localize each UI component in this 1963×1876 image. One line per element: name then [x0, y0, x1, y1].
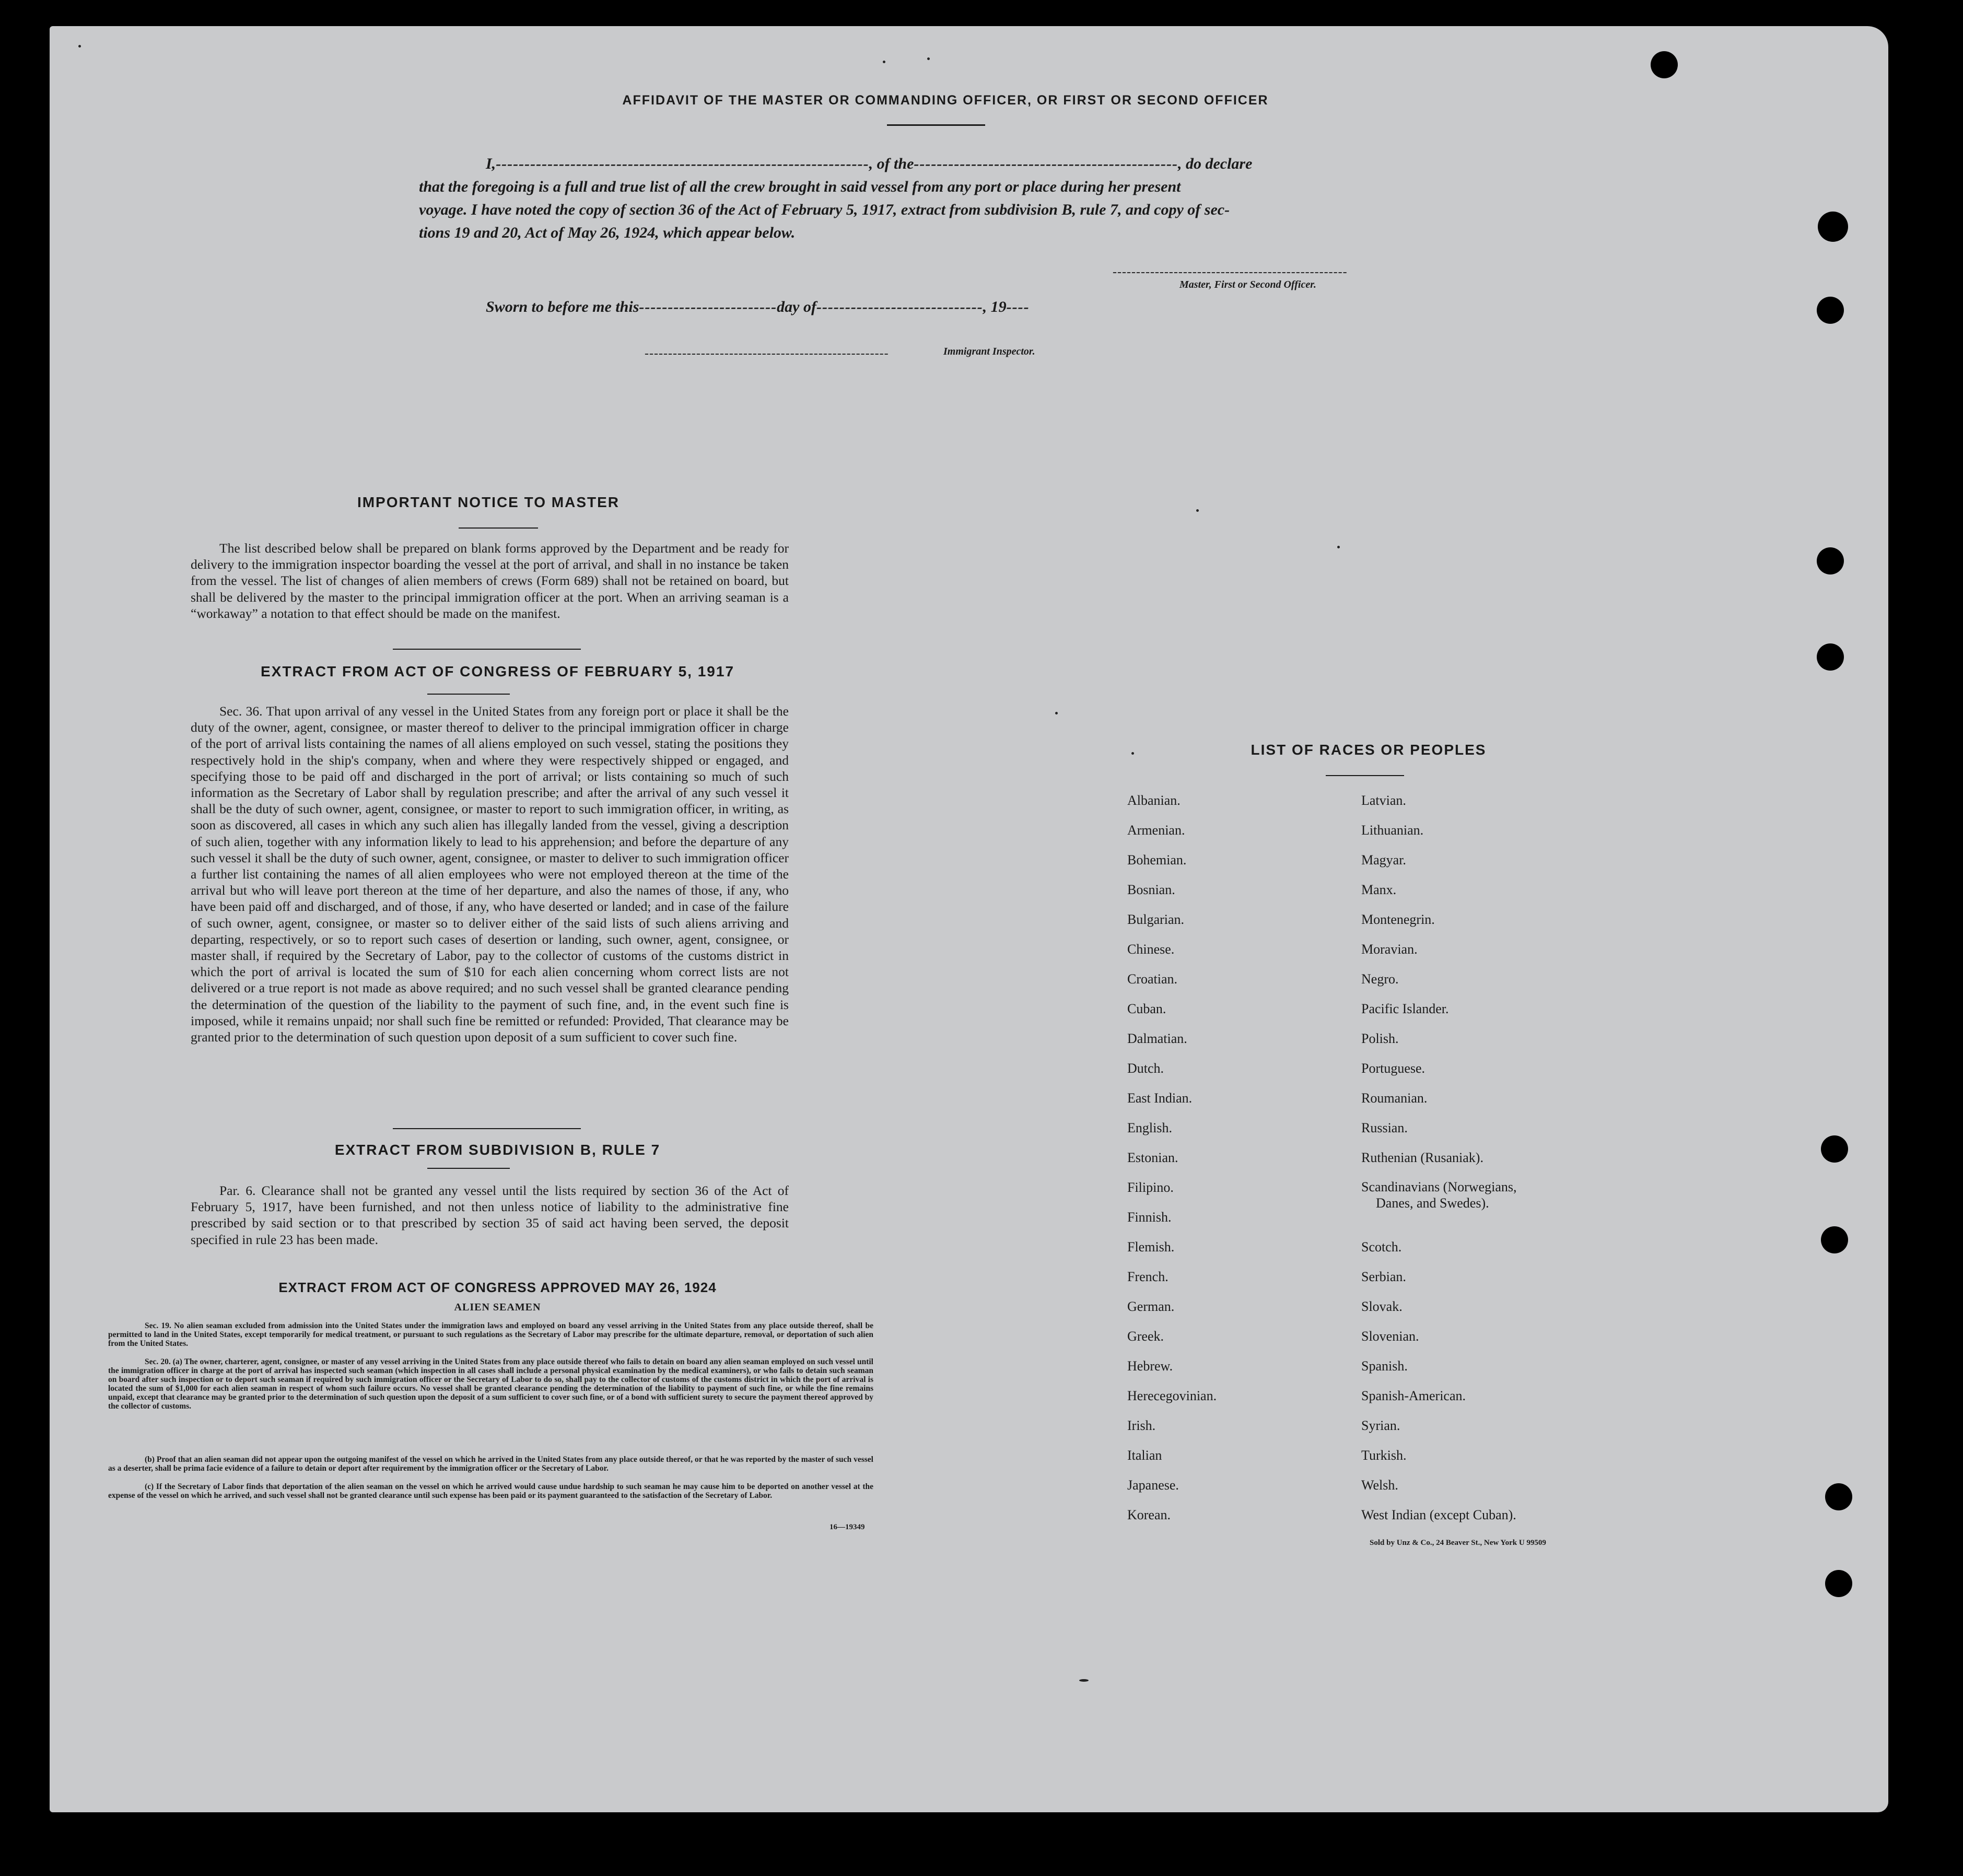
race-item: Dalmatian.	[1127, 1031, 1187, 1046]
race-item: Japanese.	[1127, 1478, 1179, 1493]
race-item: Chinese.	[1127, 942, 1175, 957]
sec20a-text: Sec. 20. (a) The owner, charterer, agent, consignee, or master of any vessel arriving in the United States from any place outside thereof who fails to detain on board any alien seaman employed on such vessel until the immigration officer in charge at the port of arrival has inspected such seaman (which inspection in all cases shall include a personal physical examination by the medical examiners), or who fails to detain such seaman on board after such inspection or to deport such seaman if required by such immigration officer or the Secretary of Labor to do so, shall pay to the collector of customs of the customs district in which the port of arrival is located the sum of $1,000 for each alien seaman in respect of whom such failure occurs. No vessel shall be granted clearance pending the determination of the liability to payment of such fine, or while the fine remains unpaid, except that clearance may be granted prior to the determination of such question upon the deposit of a sum sufficient to cover such fine, or of a bond with sufficient surety to secure the payment thereof approved by the collector of customs.	[108, 1357, 873, 1411]
master-signature-blank[interactable]: --------------------------------------------------	[1113, 265, 1348, 279]
form-number: 16—19349	[829, 1523, 865, 1531]
punch-hole	[1817, 547, 1844, 574]
title-underline	[887, 124, 985, 126]
rule7-text: Par. 6. Clearance shall not be granted any vessel until the lists required by section 36 of the Act of February 5, 1917, have been furnished, and not then unless notice of liability to the administrative fine prescribed by said section or to that prescribed by section 35 of said act having been served, the deposit specified in rule 23 has been made.	[191, 1183, 789, 1247]
race-item: Portuguese.	[1361, 1061, 1425, 1076]
race-item: Filipino.	[1127, 1180, 1174, 1195]
printer-footer: Sold by Unz & Co., 24 Beaver St., New York U 99509	[1370, 1539, 1546, 1547]
affidavit-title: AFFIDAVIT OF THE MASTER OR COMMANDING OFFICER, OR FIRST OR SECOND OFFICER	[622, 93, 1269, 108]
race-item: Italian	[1127, 1448, 1162, 1463]
affidavit-i: I,	[486, 155, 496, 172]
punch-hole	[1651, 51, 1678, 78]
punch-hole	[1821, 1226, 1848, 1253]
sworn-year-blank[interactable]: ----	[1006, 298, 1030, 315]
race-item: Pacific Islander.	[1361, 1001, 1449, 1016]
sworn-prefix: Sworn to before me this	[486, 298, 639, 315]
race-item: Lithuanian.	[1361, 823, 1424, 838]
affidavit-line4: tions 19 and 20, Act of May 26, 1924, which appear below.	[419, 224, 796, 241]
race-item: Armenian.	[1127, 823, 1185, 838]
speck	[1337, 546, 1340, 548]
sec20b-text: (b) Proof that an alien seaman did not appear upon the outgoing manifest of the vessel on which he arrived in the United States from any place outside thereof, or that he was reported by the master of such vessel as a deserter, shall be prima facie evidence of a failure to detain or deport after requirement by the immigration officer or the Secretary of Labor.	[108, 1455, 873, 1473]
race-item: Bohemian.	[1127, 852, 1187, 867]
heading-underline	[459, 527, 538, 529]
race-item: Ruthenian (Rusaniak).	[1361, 1150, 1483, 1165]
speck	[927, 57, 930, 60]
affidavit-line2: that the foregoing is a full and true list of all the crew brought in said vessel from any port or place during her present	[419, 178, 1181, 195]
speck	[883, 61, 885, 63]
punch-hole	[1818, 212, 1848, 242]
extract-1917-heading: EXTRACT FROM ACT OF CONGRESS OF FEBRUARY 5, 1917	[260, 663, 735, 679]
race-item: Negro.	[1361, 971, 1399, 987]
rule7-heading: EXTRACT FROM SUBDIVISION B, RULE 7	[334, 1142, 661, 1158]
race-item: Welsh.	[1361, 1478, 1398, 1493]
sworn-day-of: day of	[777, 298, 816, 315]
extract-1917-text: Sec. 36. That upon arrival of any vessel in the United States from any foreign port or place it shall be the duty of the owner, agent, consignee, or master thereof to deliver to the principal immigration officer in charge of the port of arrival lists containing the names of all aliens employed on such vessel, stating the positions they respectively hold in the ship's company, when and where they were respectively shipped or engaged, and specifying those to be paid off and discharged in the port of arrival; or lists containing so much of such information as the Secretary of Labor shall by regulation prescribe; and after the arrival of any such vessel it shall be the duty of such owner, agent, consignee, or master to report to such immigration officer, in writing, as soon as discovered, all cases in which any such alien has illegally landed from the vessel, giving a description of such alien, together with any information likely to lead to his apprehension; and before the departure of any such vessel it shall be the duty of such owner, agent, consignee, or master to deliver to such immigration officer a further list containing the names of all alien employees who were not employed thereon at the time of the arrival but who will leave port thereon at the time of her departure, and also the names of those, if any, who have been paid off and discharged, and of those, if any, who have deserted or landed; and in case of the failure of such owner, agent, consignee, or master so to deliver either of the said lists of such aliens arriving and departing, respectively, or so to report such cases of desertion or landing, such owner, agent, consignee, or master shall, if required by the Secretary of Labor, pay to the collector of customs of the customs district in which the port of arrival is located the sum of $10 for each alien concerning whom correct lists are not delivered or a true report is not made as above required; and no such vessel shall be granted clearance pending the determination of the question of the liability to the payment of such fine, and, in the event such fine is imposed, while it remains unpaid; nor shall such fine be remitted or refunded: Provided, That clearance may be granted prior to the determination of such question upon deposit of a sum sufficient to cover such fine.	[191, 704, 789, 1045]
punch-hole	[1825, 1570, 1852, 1597]
race-item: Hebrew.	[1127, 1358, 1173, 1374]
race-item: West Indian (except Cuban).	[1361, 1507, 1516, 1522]
heading-underline	[427, 694, 510, 695]
race-item: Slovenian.	[1361, 1329, 1419, 1344]
race-item: Spanish.	[1361, 1358, 1408, 1374]
race-item: East Indian.	[1127, 1091, 1193, 1106]
race-item: Moravian.	[1361, 942, 1418, 957]
master-caption: Master, First or Second Officer.	[1179, 279, 1316, 290]
punch-hole	[1821, 1135, 1848, 1163]
race-item: Herecegovinian.	[1127, 1388, 1217, 1403]
races-heading: LIST OF RACES OR PEOPLES	[1251, 742, 1487, 758]
speck	[1055, 712, 1058, 714]
race-item: Irish.	[1127, 1418, 1156, 1433]
race-item: Danes, and Swedes).	[1376, 1195, 1489, 1211]
alien-seamen-subheading: ALIEN SEAMEN	[454, 1302, 541, 1313]
race-item: Montenegrin.	[1361, 912, 1435, 927]
affidavit-declare: , do declare	[1177, 155, 1253, 172]
race-item: French.	[1127, 1269, 1169, 1284]
punch-hole	[1825, 1483, 1852, 1510]
race-item: Syrian.	[1361, 1418, 1400, 1433]
race-item: Albanian.	[1127, 793, 1181, 808]
race-item: Spanish-American.	[1361, 1388, 1466, 1403]
section-divider	[393, 649, 581, 650]
affidavit-of-the: , of the	[869, 155, 914, 172]
speck	[1196, 509, 1199, 512]
race-item: Cuban.	[1127, 1001, 1166, 1016]
race-item: Magyar.	[1361, 852, 1406, 867]
race-item: Croatian.	[1127, 971, 1178, 987]
sworn-line	[486, 296, 1030, 319]
race-item: Slovak.	[1361, 1299, 1403, 1314]
race-item: Turkish.	[1361, 1448, 1407, 1463]
section-divider	[393, 1128, 581, 1129]
race-item: Finnish.	[1127, 1210, 1172, 1225]
notice-heading: IMPORTANT NOTICE TO MASTER	[357, 494, 620, 510]
name-blank[interactable]: -----------------------------------------------------------------	[496, 155, 869, 172]
inspector-caption: Immigrant Inspector.	[943, 346, 1035, 357]
race-item: Latvian.	[1361, 793, 1406, 808]
punch-hole	[1817, 643, 1844, 671]
race-item: Greek.	[1127, 1329, 1164, 1344]
race-item: Dutch.	[1127, 1061, 1164, 1076]
sec19-text: Sec. 19. No alien seaman excluded from admission into the United States under the immigration laws and employed on board any vessel arriving in the United States from any place outside thereof, shall be permitted to land in the United States, except temporarily for medical treatment, or pursuant to such regulations as the Secretary of Labor may prescribe for the ultimate departure, removal, or deportation of such alien from the United States.	[108, 1321, 873, 1348]
speck	[1131, 752, 1134, 755]
race-item: Scotch.	[1361, 1239, 1402, 1254]
speck	[78, 45, 81, 48]
notice-text: The list described below shall be prepared on blank forms approved by the Department and be ready for delivery to the immigration inspector boarding the vessel at the port of arrival, and shall in no instance be taken from the vessel. The list of changes of alien members of crews (Form 689) shall not be retained on board, but shall be delivered by the master to the principal immigration officer at the port. When an arriving seaman is a “workaway” a notation to that effect should be made on the manifest.	[191, 541, 789, 621]
punch-hole	[1817, 297, 1844, 324]
heading-underline	[427, 1168, 510, 1169]
race-item: Roumanian.	[1361, 1091, 1428, 1106]
races-left-column	[1127, 785, 1347, 1530]
vessel-blank[interactable]: ----------------------------------------------	[914, 155, 1178, 172]
race-item: Bosnian.	[1127, 882, 1175, 897]
race-item: Scandinavians (Norwegians,	[1361, 1179, 1517, 1194]
race-item: Flemish.	[1127, 1239, 1175, 1254]
sworn-month-blank[interactable]: -----------------------------	[816, 298, 983, 315]
sworn-year: , 19	[983, 298, 1007, 315]
sec20c-text: (c) If the Secretary of Labor finds that deportation of the alien seaman on the vessel on which he arrived would cause undue hardship to such seaman he may cause him to be deported on another vessel at the expense of the vessel on which he arrived, and such vessel shall not be granted clearance until such expense has been paid or its payment guaranteed to the satisfaction of the Secretary of Labor.	[108, 1482, 873, 1500]
speck	[1079, 1679, 1089, 1682]
race-item: Polish.	[1361, 1031, 1399, 1046]
race-item: Manx.	[1361, 882, 1397, 897]
races-right-column	[1361, 785, 1654, 1530]
race-item: Serbian.	[1361, 1269, 1406, 1284]
race-item: Korean.	[1127, 1507, 1171, 1522]
inspector-signature-blank[interactable]: ----------------------------------------------------	[645, 347, 889, 360]
affidavit-line3: voyage. I have noted the copy of section 36 of the Act of February 5, 1917, extract from subdivision B, rule 7, and copy of sec-	[419, 201, 1230, 218]
affidavit-line1	[486, 153, 1452, 175]
race-item: German.	[1127, 1299, 1175, 1314]
race-item: Bulgarian.	[1127, 912, 1185, 927]
race-item: English.	[1127, 1120, 1172, 1135]
extract-1924-heading: EXTRACT FROM ACT OF CONGRESS APPROVED MAY 26, 1924	[278, 1280, 717, 1295]
heading-underline	[1326, 775, 1404, 776]
race-item: Estonian.	[1127, 1150, 1178, 1165]
sworn-date-blank[interactable]: ------------------------	[639, 298, 777, 315]
race-item: Russian.	[1361, 1120, 1408, 1135]
